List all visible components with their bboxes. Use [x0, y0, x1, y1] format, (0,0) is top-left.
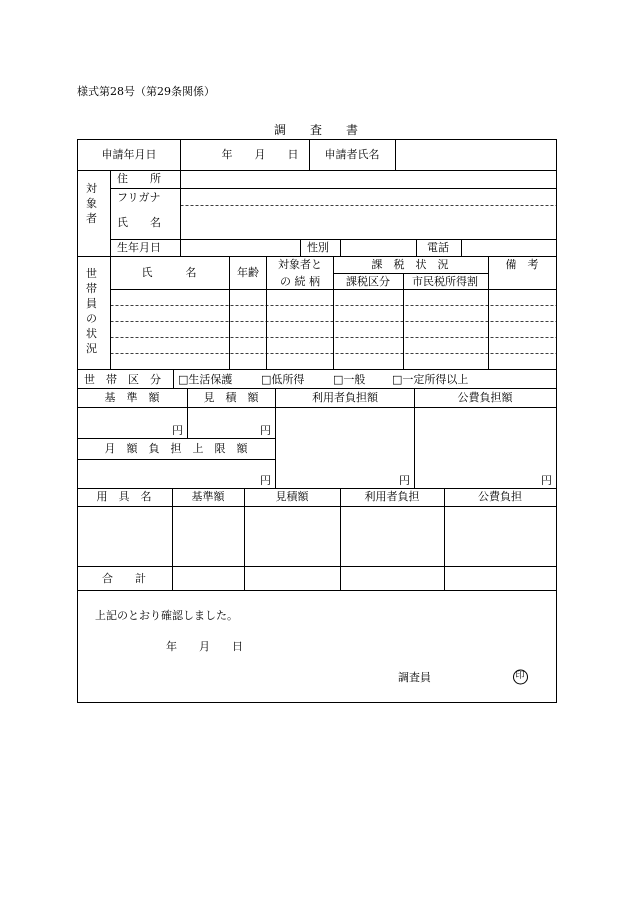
name-field[interactable]	[184, 209, 552, 236]
applicant-name-label: 申請者氏名	[324, 148, 380, 161]
monthly-limit-label: 月 額 負 担 上 限 額	[104, 442, 248, 455]
public-burden-header: 公費負担額	[457, 391, 513, 404]
address-field[interactable]	[184, 173, 552, 186]
confirm-text: 上記のとおり確認しました。	[95, 609, 238, 622]
household-col-relation-2: の 続 柄	[280, 275, 320, 288]
household-class-option-high-income[interactable]: □一定所得以上	[392, 373, 469, 386]
household-col-tax-rate: 市民税所得割	[412, 275, 478, 288]
application-date-label: 申請年月日	[101, 148, 157, 161]
items-col-public: 公費負担	[478, 490, 522, 503]
user-burden-yen: 円	[399, 474, 410, 487]
items-col-estimate: 見積額	[275, 490, 309, 503]
household-col-tax-class: 課税区分	[346, 275, 390, 288]
household-col-relation-1: 対象者と	[278, 258, 322, 271]
estimate-amount-header: 見 積 額	[203, 391, 259, 404]
subject-side-label: 対 象 者	[86, 182, 97, 225]
standard-amount-header: 基 準 額	[104, 391, 160, 404]
estimate-yen: 円	[260, 424, 271, 437]
sex-label: 性別	[307, 241, 329, 254]
household-class-option-general[interactable]: □一般	[333, 373, 366, 386]
household-col-age: 年齢	[237, 266, 259, 279]
furigana-field[interactable]	[184, 191, 552, 203]
items-col-standard: 基準額	[191, 490, 225, 503]
user-burden-header: 利用者負担額	[312, 391, 378, 404]
standard-yen: 円	[172, 424, 183, 437]
household-class-option-low-income[interactable]: □低所得	[261, 373, 305, 386]
items-col-name: 用 具 名	[96, 490, 152, 503]
birthdate-label: 生年月日	[117, 241, 161, 254]
furigana-label: フリガナ	[117, 191, 161, 204]
household-col-remarks: 備 考	[505, 258, 539, 271]
seal-label: 印	[515, 671, 525, 681]
phone-label: 電話	[427, 241, 449, 254]
household-col-tax-status: 課 税 状 況	[371, 258, 449, 271]
household-class-option-welfare[interactable]: □生活保護	[178, 373, 233, 386]
household-class-label: 世 帯 区 分	[84, 373, 161, 386]
confirm-date: 年 月 日	[166, 640, 243, 653]
applicant-name-field[interactable]	[400, 144, 552, 166]
public-burden-yen: 円	[541, 474, 552, 487]
page-title: 調 査 書	[273, 123, 359, 137]
household-side-label: 世 帯 員 の 状 況	[86, 267, 97, 355]
name-label: 氏 名	[117, 216, 161, 229]
monthly-limit-yen: 円	[260, 474, 271, 487]
investigator-label: 調査員	[398, 671, 431, 684]
items-total-label: 合 計	[102, 572, 146, 585]
household-col-name: 氏 名	[141, 266, 197, 279]
items-col-user: 利用者負担	[364, 490, 420, 503]
address-label: 住 所	[117, 172, 161, 185]
application-date-value: 年 月 日	[221, 148, 299, 161]
form-number: 様式第28号（第29条関係）	[77, 85, 215, 98]
